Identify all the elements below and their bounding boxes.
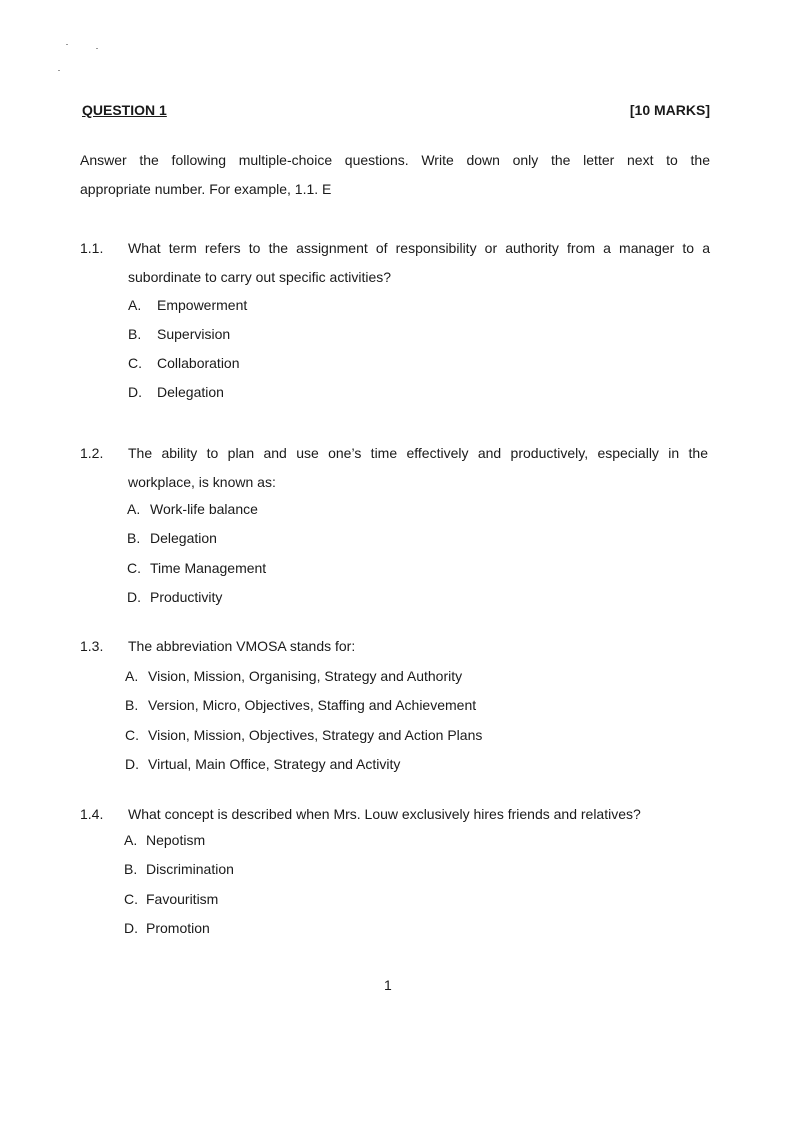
question-text-line: The ability to plan and use one’s time effectively and productively, especially in the: [128, 445, 708, 461]
question-number: 1.2.: [80, 445, 104, 461]
page-number: 1: [384, 977, 392, 993]
option-text: Nepotism: [146, 832, 206, 848]
option-letter: A.: [124, 832, 138, 848]
option-letter: D.: [125, 756, 139, 772]
option-text: Vision, Mission, Organising, Strategy and Authority: [148, 668, 463, 684]
option-letter: C.: [125, 727, 139, 743]
option-text: Favouritism: [146, 891, 219, 907]
option-letter: C.: [127, 560, 141, 576]
option-text: Delegation: [157, 384, 224, 400]
marks-label: [10 MARKS]: [629, 102, 710, 118]
option-letter: B.: [128, 326, 142, 342]
option-text: Discrimination: [146, 861, 234, 877]
option-letter: A.: [128, 297, 142, 313]
question-text-line: workplace, is known as:: [128, 474, 276, 490]
option-letter: B.: [124, 861, 138, 877]
option-letter: D.: [124, 920, 138, 936]
question-title: QUESTION 1: [82, 102, 167, 118]
question-text-line: What concept is described when Mrs. Louw exclusively hires friends and relatives?: [128, 806, 641, 822]
option-text: Virtual, Main Office, Strategy and Activity: [148, 756, 401, 772]
option-text: Productivity: [150, 589, 223, 605]
question-text-line: The abbreviation VMOSA stands for:: [128, 638, 356, 654]
question-text-line: What term refers to the assignment of responsibility or authority from a manager to a: [128, 240, 710, 256]
question-number: 1.3.: [80, 638, 104, 654]
option-letter: B.: [125, 697, 139, 713]
option-text: Work-life balance: [150, 501, 258, 517]
option-letter: C.: [128, 355, 142, 371]
option-letter: B.: [127, 530, 141, 546]
option-text: Promotion: [146, 920, 210, 936]
option-text: Collaboration: [157, 355, 240, 371]
instruction-line-2: appropriate number. For example, 1.1. E: [80, 181, 332, 197]
option-text: Vision, Mission, Objectives, Strategy and Action Plans: [148, 727, 483, 743]
option-letter: A.: [127, 501, 141, 517]
option-letter: C.: [124, 891, 138, 907]
question-number: 1.1.: [80, 240, 104, 256]
option-text: Delegation: [150, 530, 217, 546]
question-number: 1.4.: [80, 806, 104, 822]
instruction-line-1: Answer the following multiple-choice questions. Write down only the letter next to the: [80, 152, 710, 168]
question-text-line: subordinate to carry out specific activities?: [128, 269, 392, 285]
option-letter: A.: [125, 668, 139, 684]
option-text: Time Management: [150, 560, 267, 576]
option-letter: D.: [127, 589, 141, 605]
option-letter: D.: [128, 384, 142, 400]
option-text: Version, Micro, Objectives, Staffing and Achievement: [148, 697, 477, 713]
option-text: Supervision: [157, 326, 231, 342]
option-text: Empowerment: [157, 297, 248, 313]
